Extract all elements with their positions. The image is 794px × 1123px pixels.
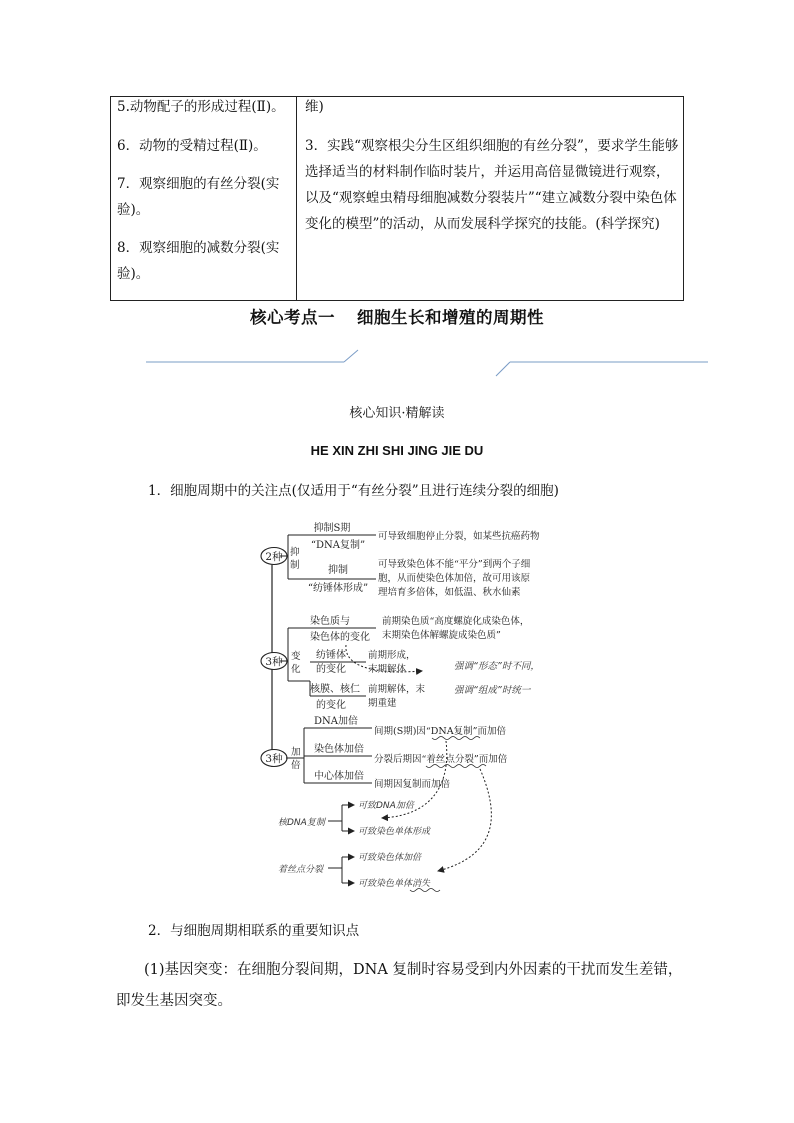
section-title-number: 核心考点一 bbox=[250, 308, 335, 327]
group1-label-b: 制 bbox=[290, 560, 300, 571]
table-item-7: 7．观察细胞的有丝分裂(实验)。 bbox=[117, 176, 280, 218]
group3-label-a: 加 bbox=[291, 747, 301, 758]
g3-a: DNA加倍 bbox=[314, 716, 358, 727]
g1-b-desc-3: 理培育多倍体，如低温、秋水仙素 bbox=[378, 587, 521, 598]
centro-1: 可致染色体加倍 bbox=[358, 853, 422, 863]
section-title-topic: 细胞生长和增殖的周期性 bbox=[357, 308, 544, 327]
group3-label-b: 倍 bbox=[291, 760, 301, 771]
point-1-heading: 1．细胞周期中的关注点(仅适用于“有丝分裂”且进行连续分裂的细胞) bbox=[148, 483, 559, 499]
g1-b-desc-2: 胞，从而使染色体加倍，故可用该原 bbox=[378, 573, 531, 584]
table-right-item-3: 3．实践“观察根尖分生区组织细胞的有丝分裂”，要求学生能够选择适当的材料制作临时装片，并运用高倍显微镜进行观察，以及“观察蝗虫精母细胞减数分裂装片”“建立减数分裂中染色体变化的模型”的活动，从而发展科学探究的技能。(科学探究) bbox=[305, 138, 679, 232]
note-form: 强调“形态”时不同， bbox=[454, 661, 540, 672]
group2-badge: 3种 bbox=[265, 656, 283, 668]
table-right-top: 维) bbox=[305, 99, 324, 115]
subheading: 核心知识·精解读 bbox=[349, 406, 445, 421]
g1-b-desc-1: 可导致染色体不能“平分”到两个子细 bbox=[378, 559, 531, 570]
g1-a-top: 抑制S期 bbox=[313, 523, 351, 534]
g2-c-bottom: 的变化 bbox=[316, 700, 346, 711]
group-change bbox=[261, 614, 540, 711]
g2-a-bottom: 染色体的变化 bbox=[310, 632, 370, 643]
section-title bbox=[0, 304, 794, 328]
g1-b-bottom: “纺锤体形成” bbox=[307, 583, 369, 594]
table-left-column bbox=[111, 97, 297, 300]
dna-replication-branch bbox=[278, 800, 432, 837]
group3-badge: 3种 bbox=[265, 753, 283, 765]
dna-rep-label: 核DNA复制 bbox=[278, 818, 325, 828]
note-compose: 强调“组成”时统一 bbox=[454, 685, 531, 696]
g3-c: 中心体加倍 bbox=[314, 771, 364, 782]
g1-a-desc: 可导致细胞停止分裂，如某些抗癌药物 bbox=[378, 531, 540, 542]
subheading-pinyin: HE XIN ZHI SHI JING JIE DU bbox=[310, 443, 484, 458]
g2-a-desc-1: 前期染色质“高度螺旋化成染色体， bbox=[382, 616, 530, 627]
group1-label-a: 抑 bbox=[290, 547, 300, 558]
centro-2: 可致染色单体消失 bbox=[358, 879, 431, 889]
g2-b-desc-1: 前期形成， bbox=[368, 650, 416, 661]
centromere-branch bbox=[278, 852, 440, 892]
group-inhibit bbox=[261, 521, 540, 598]
g2-a-desc-2: 末期染色体解螺旋成染色质” bbox=[382, 630, 501, 641]
g3-b: 染色体加倍 bbox=[314, 744, 364, 755]
dna-rep-2: 可致染色单体形成 bbox=[358, 827, 431, 837]
paragraph-gene-mutation: (1)基因突变：在细胞分裂间期，DNA 复制时容易受到内外因素的干扰而发生差错，即发生基因突变。 bbox=[116, 962, 683, 1009]
g2-c-top: 核膜、核仁 bbox=[310, 684, 360, 695]
group2-label-a: 变 bbox=[291, 651, 301, 662]
g1-b-top: 抑制 bbox=[328, 565, 348, 576]
g2-b-desc-2: 末期解体 bbox=[368, 664, 407, 675]
point-2-heading: 2．与细胞周期相联系的重要知识点 bbox=[148, 923, 360, 939]
group1-badge: 2种 bbox=[265, 551, 283, 563]
decorative-divider bbox=[146, 346, 710, 380]
g3-b-desc: 分裂后期因“着丝点分裂”而加倍 bbox=[374, 754, 508, 765]
g1-a-bottom: “DNA复制” bbox=[310, 540, 366, 551]
g2-c-desc-1: 前期解体，末 bbox=[368, 684, 426, 695]
group2-label-b: 化 bbox=[291, 664, 301, 675]
table-item-5: 5.动物配子的形成过程(Ⅱ)。 bbox=[117, 99, 285, 115]
g3-a-desc: 间期(S期)因“DNA复制”而加倍 bbox=[374, 726, 506, 737]
table-right-column bbox=[297, 97, 683, 300]
g2-b-bottom: 的变化 bbox=[316, 664, 346, 675]
g3-c-desc: 间期因复制而加倍 bbox=[374, 779, 451, 790]
centro-label: 着丝点分裂 bbox=[278, 865, 324, 875]
table-item-6: 6．动物的受精过程(Ⅱ)。 bbox=[117, 138, 267, 154]
dna-rep-1: 可致DNA加倍 bbox=[358, 801, 414, 811]
group-double bbox=[261, 714, 508, 871]
table-item-8: 8．观察细胞的减数分裂(实验)。 bbox=[117, 240, 280, 282]
g2-b-top: 纺锤体 bbox=[316, 650, 346, 661]
requirements-table bbox=[110, 96, 684, 301]
g2-a-top: 染色质与 bbox=[310, 616, 350, 627]
cell-cycle-diagram bbox=[250, 515, 570, 897]
g2-c-desc-2: 期重建 bbox=[368, 698, 397, 709]
